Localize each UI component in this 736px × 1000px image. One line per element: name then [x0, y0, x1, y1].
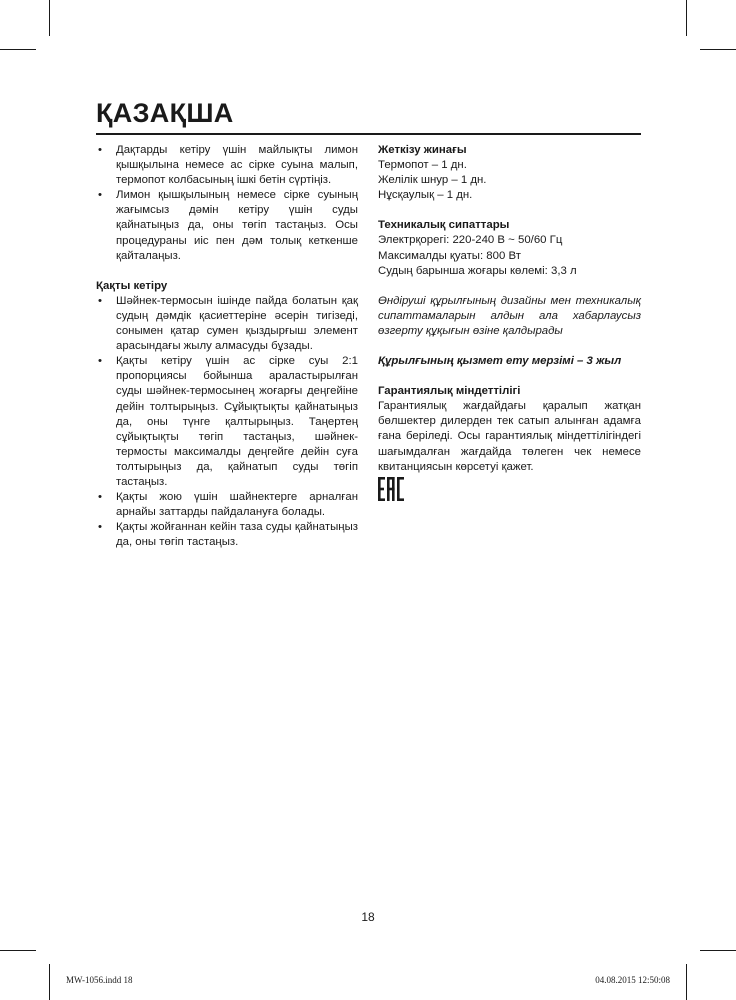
- package-item: Желілік шнур – 1 дн.: [378, 174, 487, 187]
- list-item: • Дақтарды кетіру үшін майлықты лимон қышқылына немесе ас сірке суына малып, термопот колбасының ішкі бетін сүртіңіз.: [96, 143, 358, 188]
- crop-mark: [49, 964, 50, 1000]
- spec-item: Электрқорегі: 220-240 В ~ 50/60 Гц: [378, 234, 563, 247]
- crop-mark: [700, 950, 736, 951]
- package-item: Термопот – 1 дн.: [378, 159, 467, 172]
- page-number: 18: [361, 910, 375, 924]
- right-column: [378, 143, 641, 475]
- section-heading-package: Жеткізу жинағы: [378, 144, 467, 156]
- cleaning-list: [96, 143, 358, 264]
- crop-mark: [686, 964, 687, 1000]
- list-item: • Лимон қышқылының немесе сірке суының жағымсыз дәмін кетіру үшін суды қайнатыңыз да, оны төгіп тастаңыз. Осы процедураны иіс пен дәм толық кеткенше қайталаңыз.: [96, 188, 358, 263]
- package-item: Нұсқаулық – 1 дн.: [378, 189, 473, 202]
- spec-item: Судың барынша жоғары көлемі: 3,3 л: [378, 264, 577, 277]
- crop-mark: [700, 49, 736, 50]
- eac-mark-icon: [378, 477, 404, 506]
- scale-list: [96, 294, 358, 551]
- section-heading-warranty: Гарантиялық міндеттілігі: [378, 385, 521, 398]
- section-heading-scale: Қақты кетіру: [96, 279, 168, 292]
- list-item: • Қақты кетіру үшін ас сірке суы 2:1 пропорциясы бойынша араластырылған суды шәйнек-термосынең жоғарғы деңгейіне дейін толтырыңыз. Сұйықтықты қайнатыңыз да, оны түнге қалтырыңыз. Таңертең сұйықтықты төгіп тастаңыз, шәйнек-термосты максималды деңгейге дейін суға толтырыңыз да, қайнатып суды төгіп тастаңыз.: [96, 354, 358, 490]
- service-life: Құрылғының қызмет ету мерзімі – 3 жыл: [378, 355, 622, 368]
- list-item: • Қақты жою үшін шайнектерге арналған арнайы заттарды пайдалануға болады.: [96, 490, 358, 520]
- warranty-text: Гарантиялық жағдайдағы қаралып жатқан бөлшектер дилерден тек сатып алынған адамға ғана беріледі. Осы гарантиялық міндеттілігіндегі шағымдалған жағдайда төлеген чек немесе квитанциясын көрсетуі қажет.: [378, 400, 641, 473]
- footer-datetime: 04.08.2015 12:50:08: [595, 975, 670, 985]
- crop-mark: [0, 49, 36, 50]
- footer-file: MW-1056.indd 18: [66, 975, 133, 985]
- crop-mark: [686, 0, 687, 36]
- spec-item: Максималды қуаты: 800 Вт: [378, 249, 521, 262]
- list-item: • Қақты жойғаннан кейін таза суды қайнатыңыз да, оны төгіп тастаңыз.: [96, 520, 358, 550]
- page-title: ҚАЗАҚША: [96, 98, 234, 128]
- section-heading-specs: Техникалық сипаттары: [378, 219, 510, 232]
- title-rule: [96, 133, 641, 135]
- crop-mark: [49, 0, 50, 36]
- list-item: • Шәйнек-термосын ішінде пайда болатын қақ судың дәмдік қасиеттеріне әсерін тигізеді, сонымен қатар сумен қыздырғыш элемент арасындағы жылу алмасуды бұзады.: [96, 294, 358, 354]
- crop-mark: [0, 950, 36, 951]
- manufacturer-note: Өндіруші құрылғының дизайны мен техникалық сипаттамаларын алдын ала хабарлаусыз өзгерту құқығын өзіне қалдырады: [378, 294, 641, 337]
- left-column: [96, 143, 358, 550]
